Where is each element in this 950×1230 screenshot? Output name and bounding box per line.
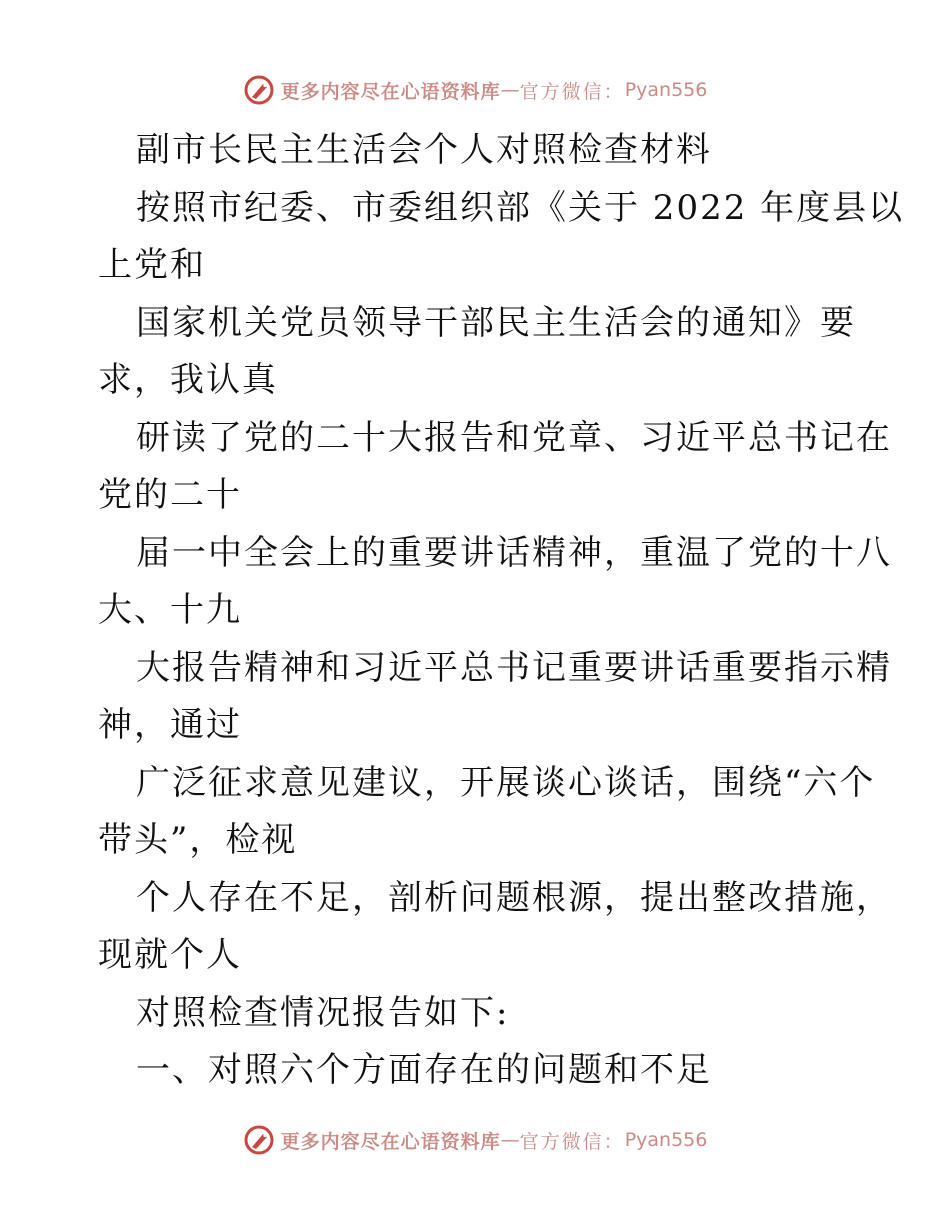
banner-wechat-label: 官方微信：: [519, 1130, 625, 1153]
paragraph-line: 党的二十: [98, 475, 242, 515]
paragraph-line: 国家机关党员领导干部民主生活会的通知》要: [136, 302, 856, 343]
banner-wechat-id: Pyan556: [624, 79, 708, 101]
paragraph-line: 带头”，检视: [98, 820, 298, 860]
banner-brand-text: 更多内容尽在心语资料库: [280, 80, 501, 103]
paragraph-line: 上党和: [98, 245, 206, 285]
paragraph-line: 个人存在不足，剖析问题根源，提出整改措施，: [136, 877, 892, 918]
paragraph-line: 按照市纪委、市委组织部《关于 2022 年度县以: [136, 187, 905, 228]
paragraph-line: 求，我认真: [98, 360, 278, 400]
pen-nib-circle-icon: [243, 74, 275, 106]
banner-wechat-id: Pyan556: [624, 1129, 708, 1151]
banner-brand-text: 更多内容尽在心语资料库: [280, 1130, 501, 1153]
paragraph-line: 神，通过: [98, 705, 242, 745]
document-body: [98, 122, 905, 1100]
banner-separator: —: [500, 1129, 520, 1151]
banner-separator: —: [500, 79, 520, 101]
paragraph-line: 届一中全会上的重要讲话精神，重温了党的十八: [136, 532, 892, 573]
banner-wechat-label: 官方微信：: [519, 80, 625, 103]
pen-nib-circle-icon: [243, 1124, 275, 1156]
document-title: 副市长民主生活会个人对照检查材料: [136, 130, 712, 170]
paragraph-line: 研读了党的二十大报告和党章、习近平总书记在: [136, 417, 892, 458]
section-heading: 一、对照六个方面存在的问题和不足: [136, 1050, 712, 1090]
header-watermark-banner: [0, 70, 950, 110]
paragraph-line: 对照检查情况报告如下:: [136, 992, 510, 1033]
paragraph-line: 现就个人: [98, 935, 242, 975]
paragraph-line: 大、十九: [98, 590, 242, 630]
paragraph-line: 广泛征求意见建议，开展谈心谈话，围绕“六个: [136, 762, 876, 803]
paragraph-line: 大报告精神和习近平总书记重要讲话重要指示精: [136, 647, 892, 688]
footer-watermark-banner: [0, 1120, 950, 1160]
